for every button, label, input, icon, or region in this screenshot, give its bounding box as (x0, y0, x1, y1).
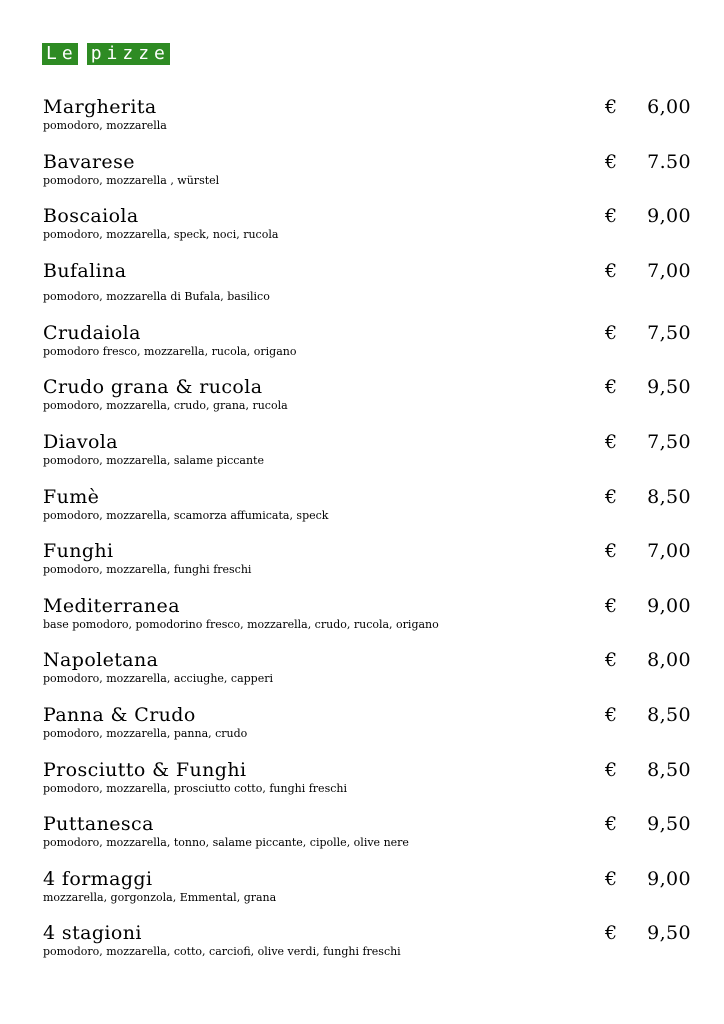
euro-symbol: € (605, 96, 618, 118)
item-price: 7,50 (647, 430, 691, 453)
menu-item-margherita (43, 96, 691, 151)
euro-symbol: € (605, 376, 618, 399)
euro-symbol: € (605, 813, 618, 836)
item-description: pomodoro, mozzarella di Bufala, basilico (43, 289, 270, 303)
menu-item-napoletana (43, 649, 691, 704)
menu-item-crudaiola (43, 322, 691, 377)
euro-symbol: € (605, 867, 618, 890)
euro-symbol: € (605, 485, 618, 508)
menu-item-prosciutto-funghi (43, 759, 691, 814)
item-price: 7,50 (647, 321, 691, 344)
menu-item-puttanesca (43, 813, 691, 868)
item-description: pomodoro, mozzarella, salame piccante (43, 453, 264, 467)
item-price: 8,00 (647, 649, 691, 672)
item-description: pomodoro, mozzarella, crudo, grana, rucola (43, 399, 288, 413)
euro-symbol: € (605, 922, 618, 945)
item-price: 9,50 (647, 376, 691, 399)
menu-item-funghi (43, 540, 691, 595)
item-name: Panna & Crudo (43, 703, 196, 726)
item-name: Bavarese (43, 150, 135, 173)
item-price: 9,00 (647, 594, 691, 617)
item-price: 7,00 (647, 259, 691, 282)
item-description: pomodoro, mozzarella, cotto, carciofi, olive verdi, funghi freschi (43, 945, 401, 959)
euro-symbol: € (605, 150, 618, 173)
item-name: Bufalina (43, 259, 127, 282)
item-description: mozzarella, gorgonzola, Emmental, grana (43, 890, 277, 904)
item-name: Boscaiola (43, 205, 139, 228)
item-price: 8,50 (647, 485, 691, 508)
item-name: Fumè (43, 485, 100, 508)
menu-item-fume (43, 486, 691, 541)
item-price: 6,00 (647, 96, 691, 118)
pizza-list (43, 96, 691, 977)
item-name: 4 formaggi (43, 867, 153, 890)
menu-item-bufalina (43, 260, 691, 322)
item-name: Diavola (43, 430, 119, 453)
item-description: pomodoro, mozzarella , würstel (43, 173, 220, 187)
menu-item-4-formaggi (43, 868, 691, 923)
item-name: Margherita (43, 96, 157, 118)
item-description: pomodoro, mozzarella, speck, noci, rucola (43, 228, 279, 242)
item-description: pomodoro, mozzarella, tonno, salame piccante, cipolle, olive nere (43, 836, 409, 850)
menu-item-boscaiola (43, 205, 691, 260)
menu-item-mediterranea (43, 595, 691, 650)
item-name: Prosciutto & Funghi (43, 758, 247, 781)
euro-symbol: € (605, 540, 618, 563)
item-price: 9,50 (647, 813, 691, 836)
euro-symbol: € (605, 758, 618, 781)
item-description: pomodoro, mozzarella, scamorza affumicata, speck (43, 508, 329, 522)
section-title (42, 43, 170, 65)
menu-item-4-stagioni (43, 922, 691, 977)
item-price: 7,00 (647, 540, 691, 563)
item-description: pomodoro fresco, mozzarella, rucola, origano (43, 344, 297, 358)
menu-item-crudo-grana-rucola (43, 376, 691, 431)
item-name: Funghi (43, 540, 114, 563)
item-description: pomodoro, mozzarella, acciughe, capperi (43, 672, 274, 686)
euro-symbol: € (605, 259, 618, 282)
euro-symbol: € (605, 703, 618, 726)
item-price: 8,50 (647, 703, 691, 726)
title-word-le: Le (42, 43, 78, 65)
menu-item-diavola (43, 431, 691, 486)
euro-symbol: € (605, 649, 618, 672)
euro-symbol: € (605, 430, 618, 453)
item-description: pomodoro, mozzarella, panna, crudo (43, 726, 248, 740)
item-name: Crudaiola (43, 321, 141, 344)
item-name: Puttanesca (43, 813, 154, 836)
item-description: base pomodoro, pomodorino fresco, mozzarella, crudo, rucola, origano (43, 617, 439, 631)
item-name: Mediterranea (43, 594, 180, 617)
item-price: 9,00 (647, 205, 691, 228)
item-name: 4 stagioni (43, 922, 142, 945)
item-description: pomodoro, mozzarella (43, 119, 167, 132)
euro-symbol: € (605, 205, 618, 228)
title-word-pizze: pizze (87, 43, 170, 65)
item-price: 9,00 (647, 867, 691, 890)
item-description: pomodoro, mozzarella, prosciutto cotto, funghi freschi (43, 781, 347, 795)
menu-item-bavarese (43, 151, 691, 206)
item-price: 8,50 (647, 758, 691, 781)
item-name: Napoletana (43, 649, 159, 672)
item-name: Crudo grana & rucola (43, 376, 263, 399)
item-price: 7.50 (647, 150, 691, 173)
item-price: 9,50 (647, 922, 691, 945)
euro-symbol: € (605, 321, 618, 344)
item-description: pomodoro, mozzarella, funghi freschi (43, 563, 252, 577)
euro-symbol: € (605, 594, 618, 617)
menu-item-panna-crudo (43, 704, 691, 759)
